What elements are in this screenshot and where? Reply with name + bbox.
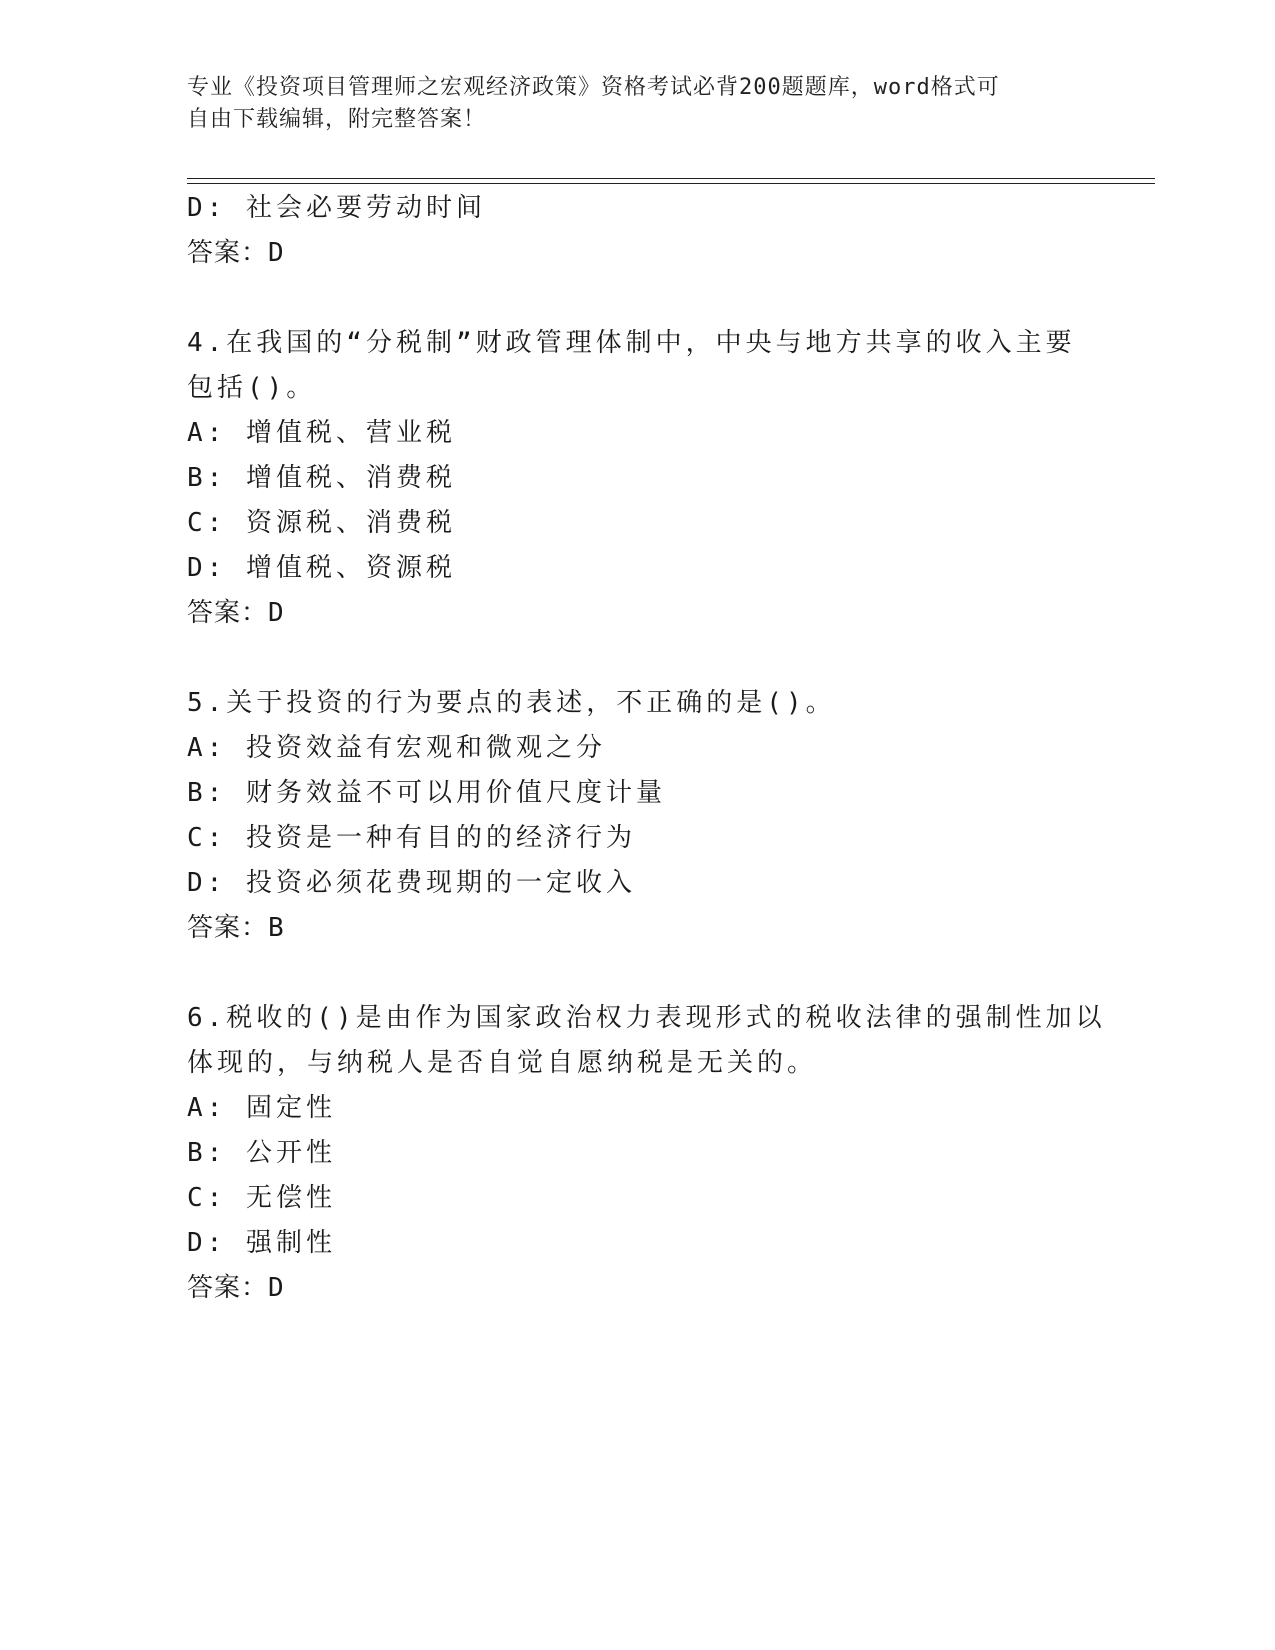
q4-option-a: A: 增值税、营业税	[187, 418, 456, 448]
q6-option-a: A: 固定性	[187, 1093, 336, 1123]
q6-option-c: C: 无偿性	[187, 1183, 336, 1213]
q4-option-b: B: 增值税、消费税	[187, 463, 456, 493]
q5-option-c: C: 投资是一种有目的的经济行为	[187, 823, 636, 853]
q6-option-b: B: 公开性	[187, 1138, 336, 1168]
header-line-2: 自由下载编辑，附完整答案！	[187, 107, 487, 132]
q4-stem-line-1: 4.在我国的“分税制”财政管理体制中，中央与地方共享的收入主要	[187, 328, 1076, 358]
q5-option-b: B: 财务效益不可以用价值尺度计量	[187, 778, 666, 808]
q6-stem-line-2: 体现的，与纳税人是否自觉自愿纳税是无关的。	[187, 1048, 818, 1078]
q5-option-d: D: 投资必须花费现期的一定收入	[187, 868, 636, 898]
document-header	[187, 72, 1067, 136]
q5-answer: 答案：B	[187, 913, 285, 943]
q6-stem-line-1: 6.税收的()是由作为国家政治权力表现形式的税收法律的强制性加以	[187, 1003, 1106, 1033]
header-divider-bottom	[187, 183, 1155, 184]
q4-stem-line-2: 包括()。	[187, 373, 317, 403]
header-divider-top	[187, 178, 1155, 179]
q6-option-d: D: 强制性	[187, 1228, 336, 1258]
q5-option-a: A: 投资效益有宏观和微观之分	[187, 733, 606, 763]
q5-stem-line-1: 5.关于投资的行为要点的表述，不正确的是()。	[187, 688, 836, 718]
q4-option-c: C: 资源税、消费税	[187, 508, 456, 538]
q3-answer: 答案：D	[187, 238, 285, 268]
header-line-1: 专业《投资项目管理师之宏观经济政策》资格考试必背200题题库，word格式可	[187, 75, 1000, 100]
q3-option-d: D: 社会必要劳动时间	[187, 193, 486, 223]
q4-option-d: D: 增值税、资源税	[187, 553, 456, 583]
q4-answer: 答案：D	[187, 598, 285, 628]
q6-answer: 答案：D	[187, 1273, 285, 1303]
